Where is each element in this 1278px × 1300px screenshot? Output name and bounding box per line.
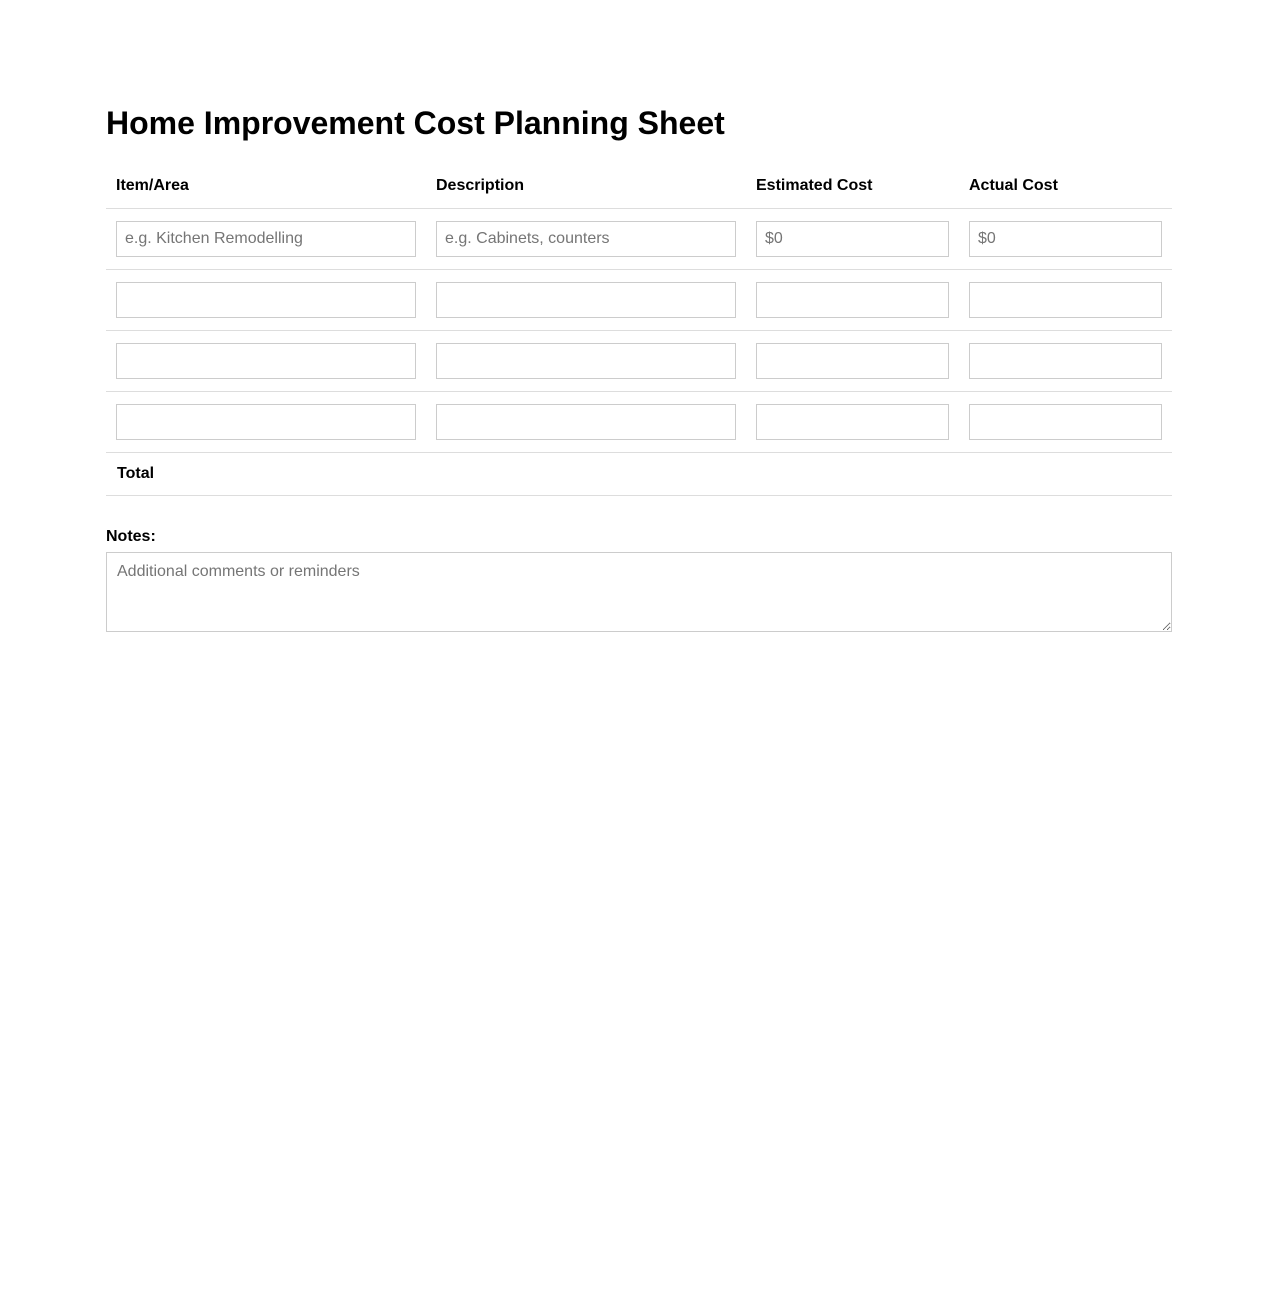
description-input-3[interactable]	[436, 343, 736, 379]
description-input-4[interactable]	[436, 404, 736, 440]
description-input-2[interactable]	[436, 282, 736, 318]
item-area-input-3[interactable]	[116, 343, 416, 379]
estimated-cost-input-1[interactable]	[756, 221, 949, 257]
column-header-description: Description	[426, 164, 746, 209]
description-input-1[interactable]	[436, 221, 736, 257]
total-row	[106, 453, 1172, 496]
table-row	[106, 270, 1172, 331]
total-actual-cell	[959, 453, 1172, 496]
actual-cost-input-3[interactable]	[969, 343, 1162, 379]
cost-table	[106, 164, 1172, 496]
item-area-input-2[interactable]	[116, 282, 416, 318]
item-area-input-4[interactable]	[116, 404, 416, 440]
table-row	[106, 209, 1172, 270]
actual-cost-input-1[interactable]	[969, 221, 1162, 257]
notes-label: Notes:	[106, 528, 156, 545]
table-row	[106, 331, 1172, 392]
notes-textarea[interactable]	[106, 552, 1172, 632]
column-header-actual-cost: Actual Cost	[959, 164, 1172, 209]
column-header-estimated-cost: Estimated Cost	[746, 164, 959, 209]
column-header-item-area: Item/Area	[106, 164, 426, 209]
table-row	[106, 392, 1172, 453]
estimated-cost-input-3[interactable]	[756, 343, 949, 379]
total-estimated-cell	[746, 453, 959, 496]
actual-cost-input-2[interactable]	[969, 282, 1162, 318]
estimated-cost-input-2[interactable]	[756, 282, 949, 318]
actual-cost-input-4[interactable]	[969, 404, 1162, 440]
estimated-cost-input-4[interactable]	[756, 404, 949, 440]
page-title: Home Improvement Cost Planning Sheet	[106, 105, 725, 141]
table-header-row	[106, 164, 1172, 209]
item-area-input-1[interactable]	[116, 221, 416, 257]
total-label: Total	[106, 453, 426, 496]
total-description-cell	[426, 453, 746, 496]
